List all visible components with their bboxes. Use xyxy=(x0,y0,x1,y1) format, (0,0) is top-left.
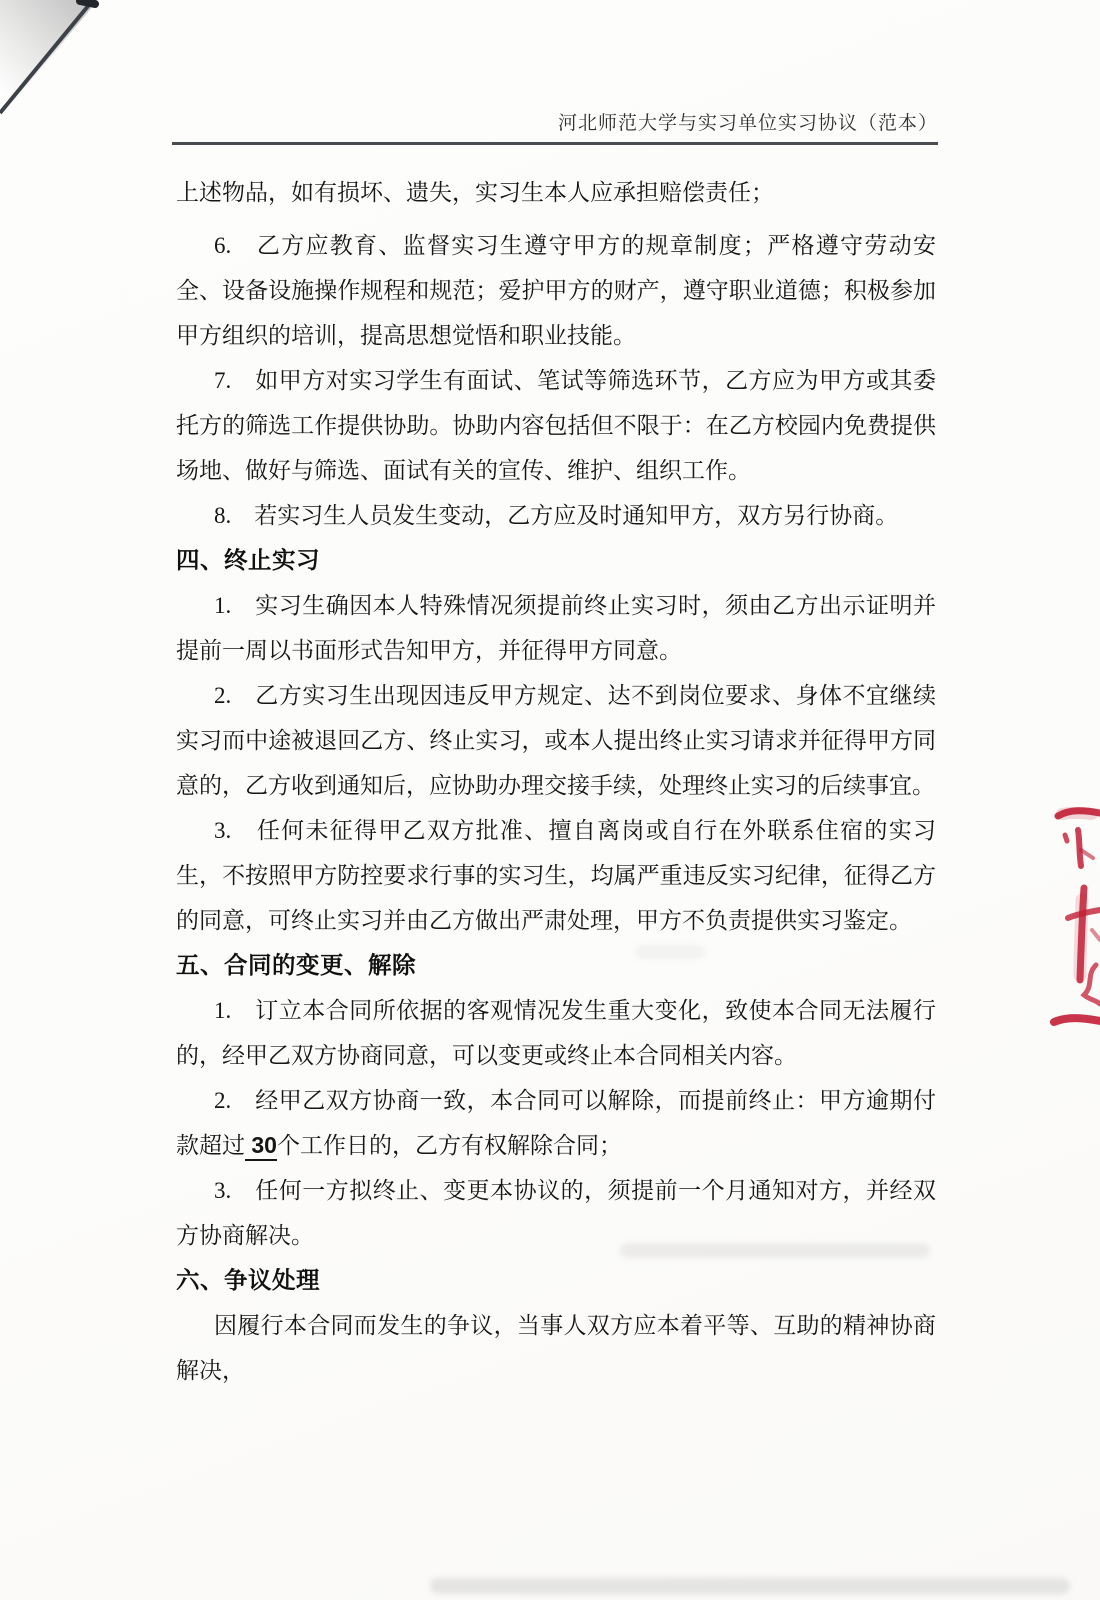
section-four-item-3: 3. 任何未征得甲乙双方批准、擅自离岗或自行在外联系住宿的实习生，不按照甲方防控要求行事的实习生，均属严重违反实习纪律，征得乙方的同意，可终止实习并由乙方做出严肃处理，甲方不负责提供实习鉴定。 xyxy=(176,818,936,933)
section-heading-four: 四、终止实习 xyxy=(176,547,320,573)
section-five-item-1: 1. 订立本合同所依据的客观情况发生重大变化，致使本合同无法履行的，经甲乙双方协商同意，可以变更或终止本合同相关内容。 xyxy=(176,998,936,1068)
section-five-item-3: 3. 任何一方拟终止、变更本协议的，须提前一个月通知对方，并经双方协商解决。 xyxy=(176,1178,936,1248)
clause-text-before-blank: 2. 经甲乙双方协商一致，本合同可以解除，而提前终止：甲方逾期付款超过 xyxy=(176,1088,936,1158)
red-stamp-marks xyxy=(1022,790,1100,1050)
document-title: 河北师范大学与实习单位实习协议（范本） xyxy=(557,113,938,134)
filled-blank-value: 30 xyxy=(245,1132,277,1158)
clause-7: 7. 如甲方对实习学生有面试、笔试等筛选环节，乙方应为甲方或其委托方的筛选工作提供协助。协助内容包括但不限于：在乙方校园内免费提供场地、做好与筛选、面试有关的宣传、维护、组织工作。 xyxy=(176,368,936,483)
section-four-item-1: 1. 实习生确因本人特殊情况须提前终止实习时，须由乙方出示证明并提前一周以书面形式告知甲方，并征得甲方同意。 xyxy=(176,593,936,663)
section-heading-five: 五、合同的变更、解除 xyxy=(176,952,416,978)
section-four-item-2: 2. 乙方实习生出现因违反甲方规定、达不到岗位要求、身体不宜继续实习而中途被退回乙方、终止实习，或本人提出终止实习请求并征得甲方同意的，乙方收到通知后，应协助办理交接手续，处理终止实习的后续事宜。 xyxy=(176,683,936,798)
page-header xyxy=(172,108,938,145)
section-five-item-2 xyxy=(176,1078,936,1168)
section-six-body: 因履行本合同而发生的争议，当事人双方应本着平等、互助的精神协商解决， xyxy=(176,1313,936,1383)
bleed-through-artifact xyxy=(430,1578,1070,1594)
continuation-paragraph: 上述物品，如有损坏、遗失，实习生本人应承担赔偿责任； xyxy=(176,180,774,205)
clause-8: 8. 若实习生人员发生变动，乙方应及时通知甲方，双方另行协商。 xyxy=(214,503,899,528)
clause-text-after-blank: 个工作日的，乙方有权解除合同； xyxy=(276,1133,622,1158)
clause-6: 6. 乙方应教育、监督实习生遵守甲方的规章制度；严格遵守劳动安全、设备设施操作规程和规范；爱护甲方的财产，遵守职业道德；积极参加甲方组织的培训，提高思想觉悟和职业技能。 xyxy=(176,233,936,348)
scan-corner-fold xyxy=(0,0,140,150)
section-heading-six: 六、争议处理 xyxy=(176,1267,320,1293)
document-body xyxy=(176,170,936,1393)
